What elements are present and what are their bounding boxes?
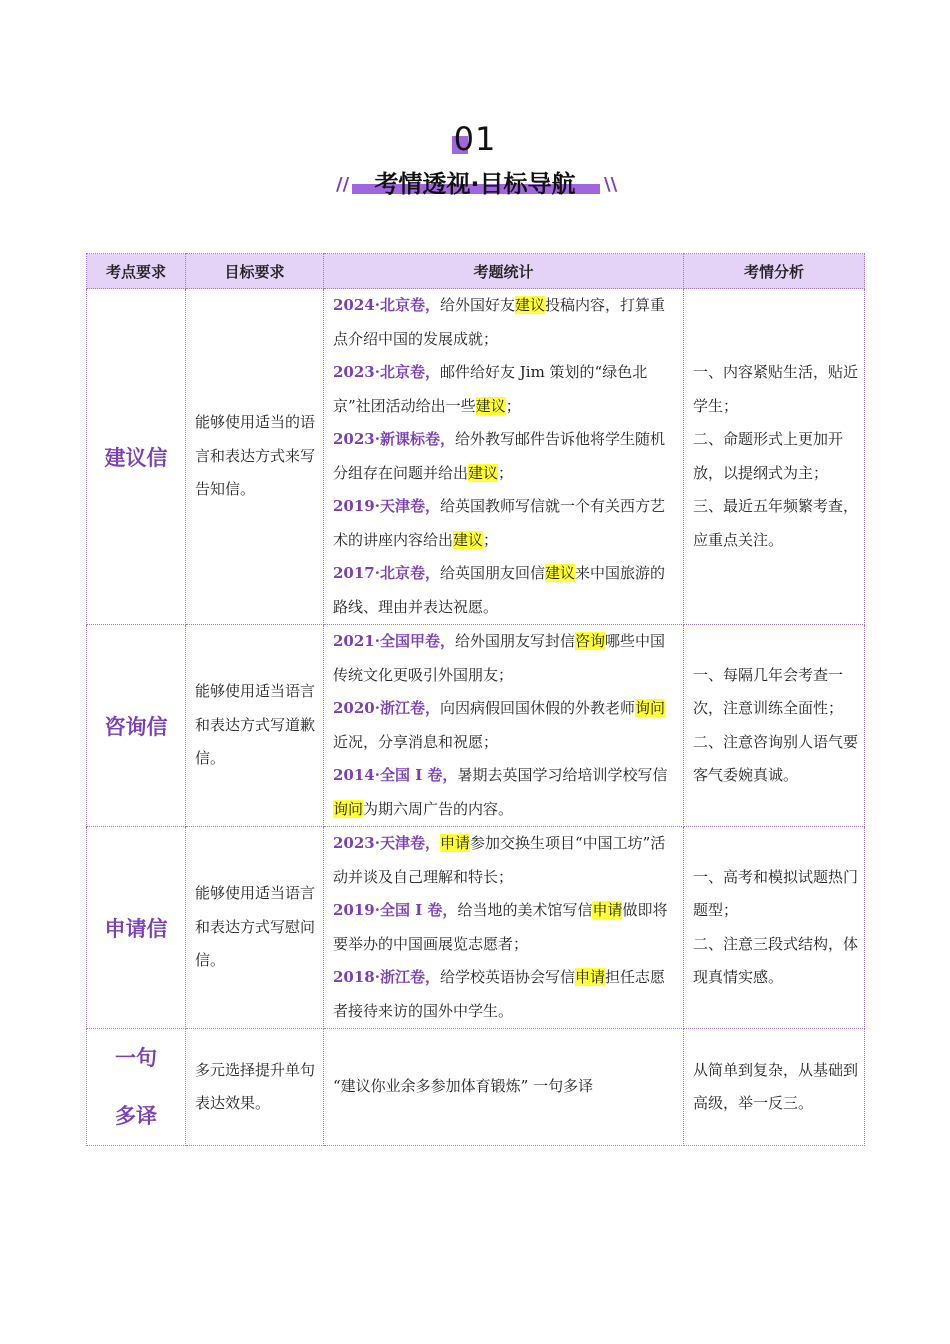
goal-text: 多元选择提升单句表达效果。 [186, 1029, 324, 1146]
exam-source: 2019·全国 I 卷， [333, 901, 458, 919]
stat-text: 给英国朋友回信 [439, 564, 545, 582]
table-row [87, 625, 865, 827]
stat-text: 给学校英语协会写信 [439, 968, 575, 986]
stat-text: ； [505, 396, 521, 415]
stat-text: 哪些中国传统文化更吸引外国朋友； [333, 632, 666, 684]
exam-analysis-table [86, 253, 865, 1146]
stat-item [333, 961, 674, 1028]
keyword-highlight: 建议 [453, 530, 484, 549]
stat-item [333, 423, 674, 490]
analysis-text [684, 827, 865, 1029]
keyword-highlight: 咨询 [575, 632, 606, 650]
analysis-text [684, 1029, 865, 1146]
analysis-item: 一、高考和模拟试题热门题型； [693, 867, 859, 919]
stat-text: 近况，分享消息和祝愿； [333, 732, 499, 751]
exam-source: 2024·北京卷， [333, 296, 440, 314]
stat-text: 来中国旅游的路线、理由并表达祝愿。 [333, 564, 666, 616]
exam-stats [324, 827, 684, 1029]
keyword-highlight: 询问 [635, 699, 666, 717]
stat-text: 向因病假回国休假的外教老师 [439, 699, 635, 717]
exam-stats [324, 625, 684, 827]
table-row [87, 289, 865, 625]
stat-item [333, 759, 674, 826]
analysis-item: 一、内容紧贴生活，贴近学生； [693, 363, 859, 415]
stat-text: 给当地的美术馆写信 [457, 901, 593, 919]
header-cell: 考点要求 [87, 254, 186, 289]
analysis-item: 三、最近五年频繁考查，应重点关注。 [693, 497, 859, 549]
keyword-highlight: 询问 [333, 799, 364, 818]
stat-item [333, 827, 674, 894]
right-slash-mark: \\ [604, 174, 618, 195]
stat-item [333, 289, 674, 356]
stat-text: 邮件给好友 Jim 策划的“绿色北京”社团活动给出一些 [333, 363, 648, 415]
letter-type: 咨询信 [87, 625, 186, 827]
table-row [87, 827, 865, 1029]
exam-source: 2021·全国甲卷， [333, 632, 455, 650]
keyword-highlight: 建议 [468, 463, 499, 482]
keyword-highlight: 建议 [475, 396, 506, 415]
analysis-item: 一、每隔几年会考查一次，注意训练全面性； [693, 665, 844, 717]
header-cell: 考情分析 [684, 254, 865, 289]
exam-source: 2020·浙江卷， [333, 699, 440, 717]
exam-source: 2023·天津卷， [333, 834, 440, 852]
stat-text: 给外国好友 [439, 296, 515, 314]
stat-text: 给外国朋友写封信 [454, 632, 575, 650]
left-slash-mark: // [336, 174, 350, 195]
stat-text: 做即将要举办的中国画展览志愿者； [333, 901, 668, 953]
exam-source: 2019·天津卷， [333, 497, 440, 515]
table-header-row [87, 254, 865, 289]
keyword-highlight: 建议 [515, 296, 546, 314]
stat-text: 暑期去英国学习给培训学校写信 [457, 766, 668, 784]
letter-type-line: 一句 [115, 1046, 157, 1070]
goal-text: 能够使用适当的语言和表达方式来写告知信。 [186, 289, 324, 625]
letter-type-line: 多译 [115, 1104, 157, 1128]
stat-item [333, 692, 674, 759]
letter-type [87, 1029, 186, 1146]
stat-item [333, 894, 674, 961]
stat-text: 为期六周广告的内容。 [363, 799, 514, 818]
analysis-item: 从简单到复杂，从基础到高级，举一反三。 [693, 1060, 859, 1112]
keyword-highlight: 建议 [545, 564, 576, 582]
header-cell: 目标要求 [186, 254, 324, 289]
stat-text: 给英国教师写信就一个有关西方艺术的讲座内容给出 [333, 497, 665, 549]
goal-text: 能够使用适当语言和表达方式写道歉信。 [186, 625, 324, 827]
stat-text: ； [483, 530, 499, 549]
section-header [0, 118, 950, 208]
stat-text: 给外教写邮件告诉他将学生随机分组存在问题并给出 [333, 430, 665, 482]
analysis-item: 二、命题形式上更加开放，以提纲式为主； [693, 430, 844, 482]
section-number: 01 [453, 120, 497, 158]
stat-text: ； [498, 463, 514, 482]
exam-source: 2023·新课标卷， [333, 430, 455, 448]
stat-text: 投稿内容，打算重点介绍中国的发展成就； [333, 296, 666, 348]
exam-stats: “建议你业余多参加体育锻炼” 一句多译 [324, 1029, 684, 1146]
exam-stats [324, 289, 684, 625]
exam-source: 2014·全国 I 卷， [333, 766, 458, 784]
letter-type: 建议信 [87, 289, 186, 625]
section-title: 考情透视·目标导航 [374, 170, 576, 198]
analysis-item: 二、注意三段式结构，体现真情实感。 [693, 934, 859, 986]
analysis-text [684, 625, 865, 827]
stat-text: 担任志愿者接待来访的国外中学生。 [333, 968, 666, 1020]
keyword-highlight: 申请 [439, 834, 470, 852]
exam-source: 2018·浙江卷， [333, 968, 440, 986]
keyword-highlight: 申请 [592, 901, 623, 919]
stat-item [333, 490, 674, 557]
stat-item [333, 625, 674, 692]
keyword-highlight: 申请 [575, 968, 606, 986]
exam-source: 2017·北京卷， [333, 564, 440, 582]
stat-item [333, 557, 674, 624]
analysis-item: 二、注意咨询别人语气要客气委婉真诚。 [693, 732, 859, 784]
stat-text: 参加交换生项目“中国工坊”活动并谈及自己理解和特长； [333, 834, 666, 886]
exam-source: 2023·北京卷， [333, 363, 440, 381]
header-cell: 考题统计 [324, 254, 684, 289]
letter-type: 申请信 [87, 827, 186, 1029]
analysis-text [684, 289, 865, 625]
table-row [87, 1029, 865, 1146]
stat-item [333, 356, 674, 423]
goal-text: 能够使用适当语言和表达方式写慰问信。 [186, 827, 324, 1029]
